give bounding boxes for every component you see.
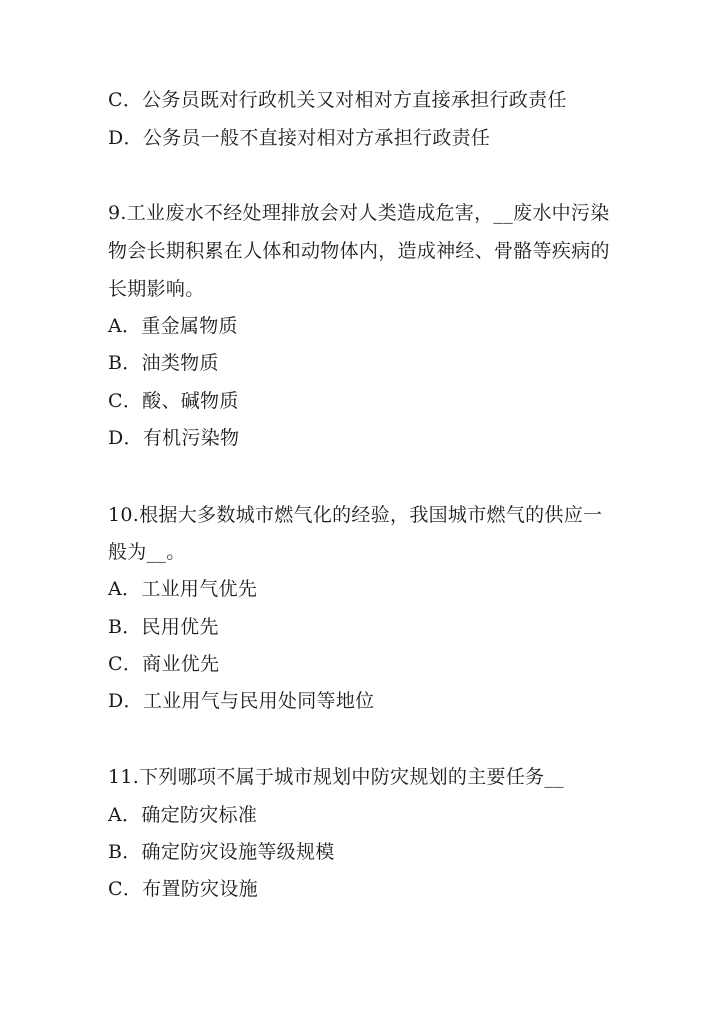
q11-option-a: A．确定防灾标准 <box>108 804 258 826</box>
q9-stem-line2: 物会长期积累在人体和动物体内，造成神经、骨骼等疾病的 <box>108 240 610 262</box>
q8-option-c: C．公务员既对行政机关又对相对方直接承担行政责任 <box>108 89 567 111</box>
q9-option-c: C．酸、碱物质 <box>108 390 239 412</box>
q11-option-b: B．确定防灾设施等级规模 <box>108 841 335 863</box>
q9-option-b: B．油类物质 <box>108 352 219 374</box>
q9-stem-line3: 长期影响。 <box>108 278 205 300</box>
q10-option-b: B．民用优先 <box>108 616 219 638</box>
q10-stem-line2: 般为__。 <box>108 541 186 563</box>
q11-stem-line1: 11.下列哪项不属于城市规划中防灾规划的主要任务__ <box>108 766 565 788</box>
q10-option-d: D．工业用气与民用处同等地位 <box>108 690 375 712</box>
q8-option-d: D．公务员一般不直接对相对方承担行政责任 <box>108 127 491 149</box>
q10-option-a: A．工业用气优先 <box>108 578 258 600</box>
q10-option-c: C．商业优先 <box>108 653 220 675</box>
q11-option-c: C．布置防灾设施 <box>108 878 258 900</box>
q9-option-a: A．重金属物质 <box>108 315 238 337</box>
q9-option-d: D．有机污染物 <box>108 427 240 449</box>
q10-stem-line1: 10.根据大多数城市燃气化的经验，我国城市燃气的供应一 <box>108 504 603 526</box>
q9-stem-line1: 9.工业废水不经处理排放会对人类造成危害，__废水中污染 <box>108 202 610 224</box>
